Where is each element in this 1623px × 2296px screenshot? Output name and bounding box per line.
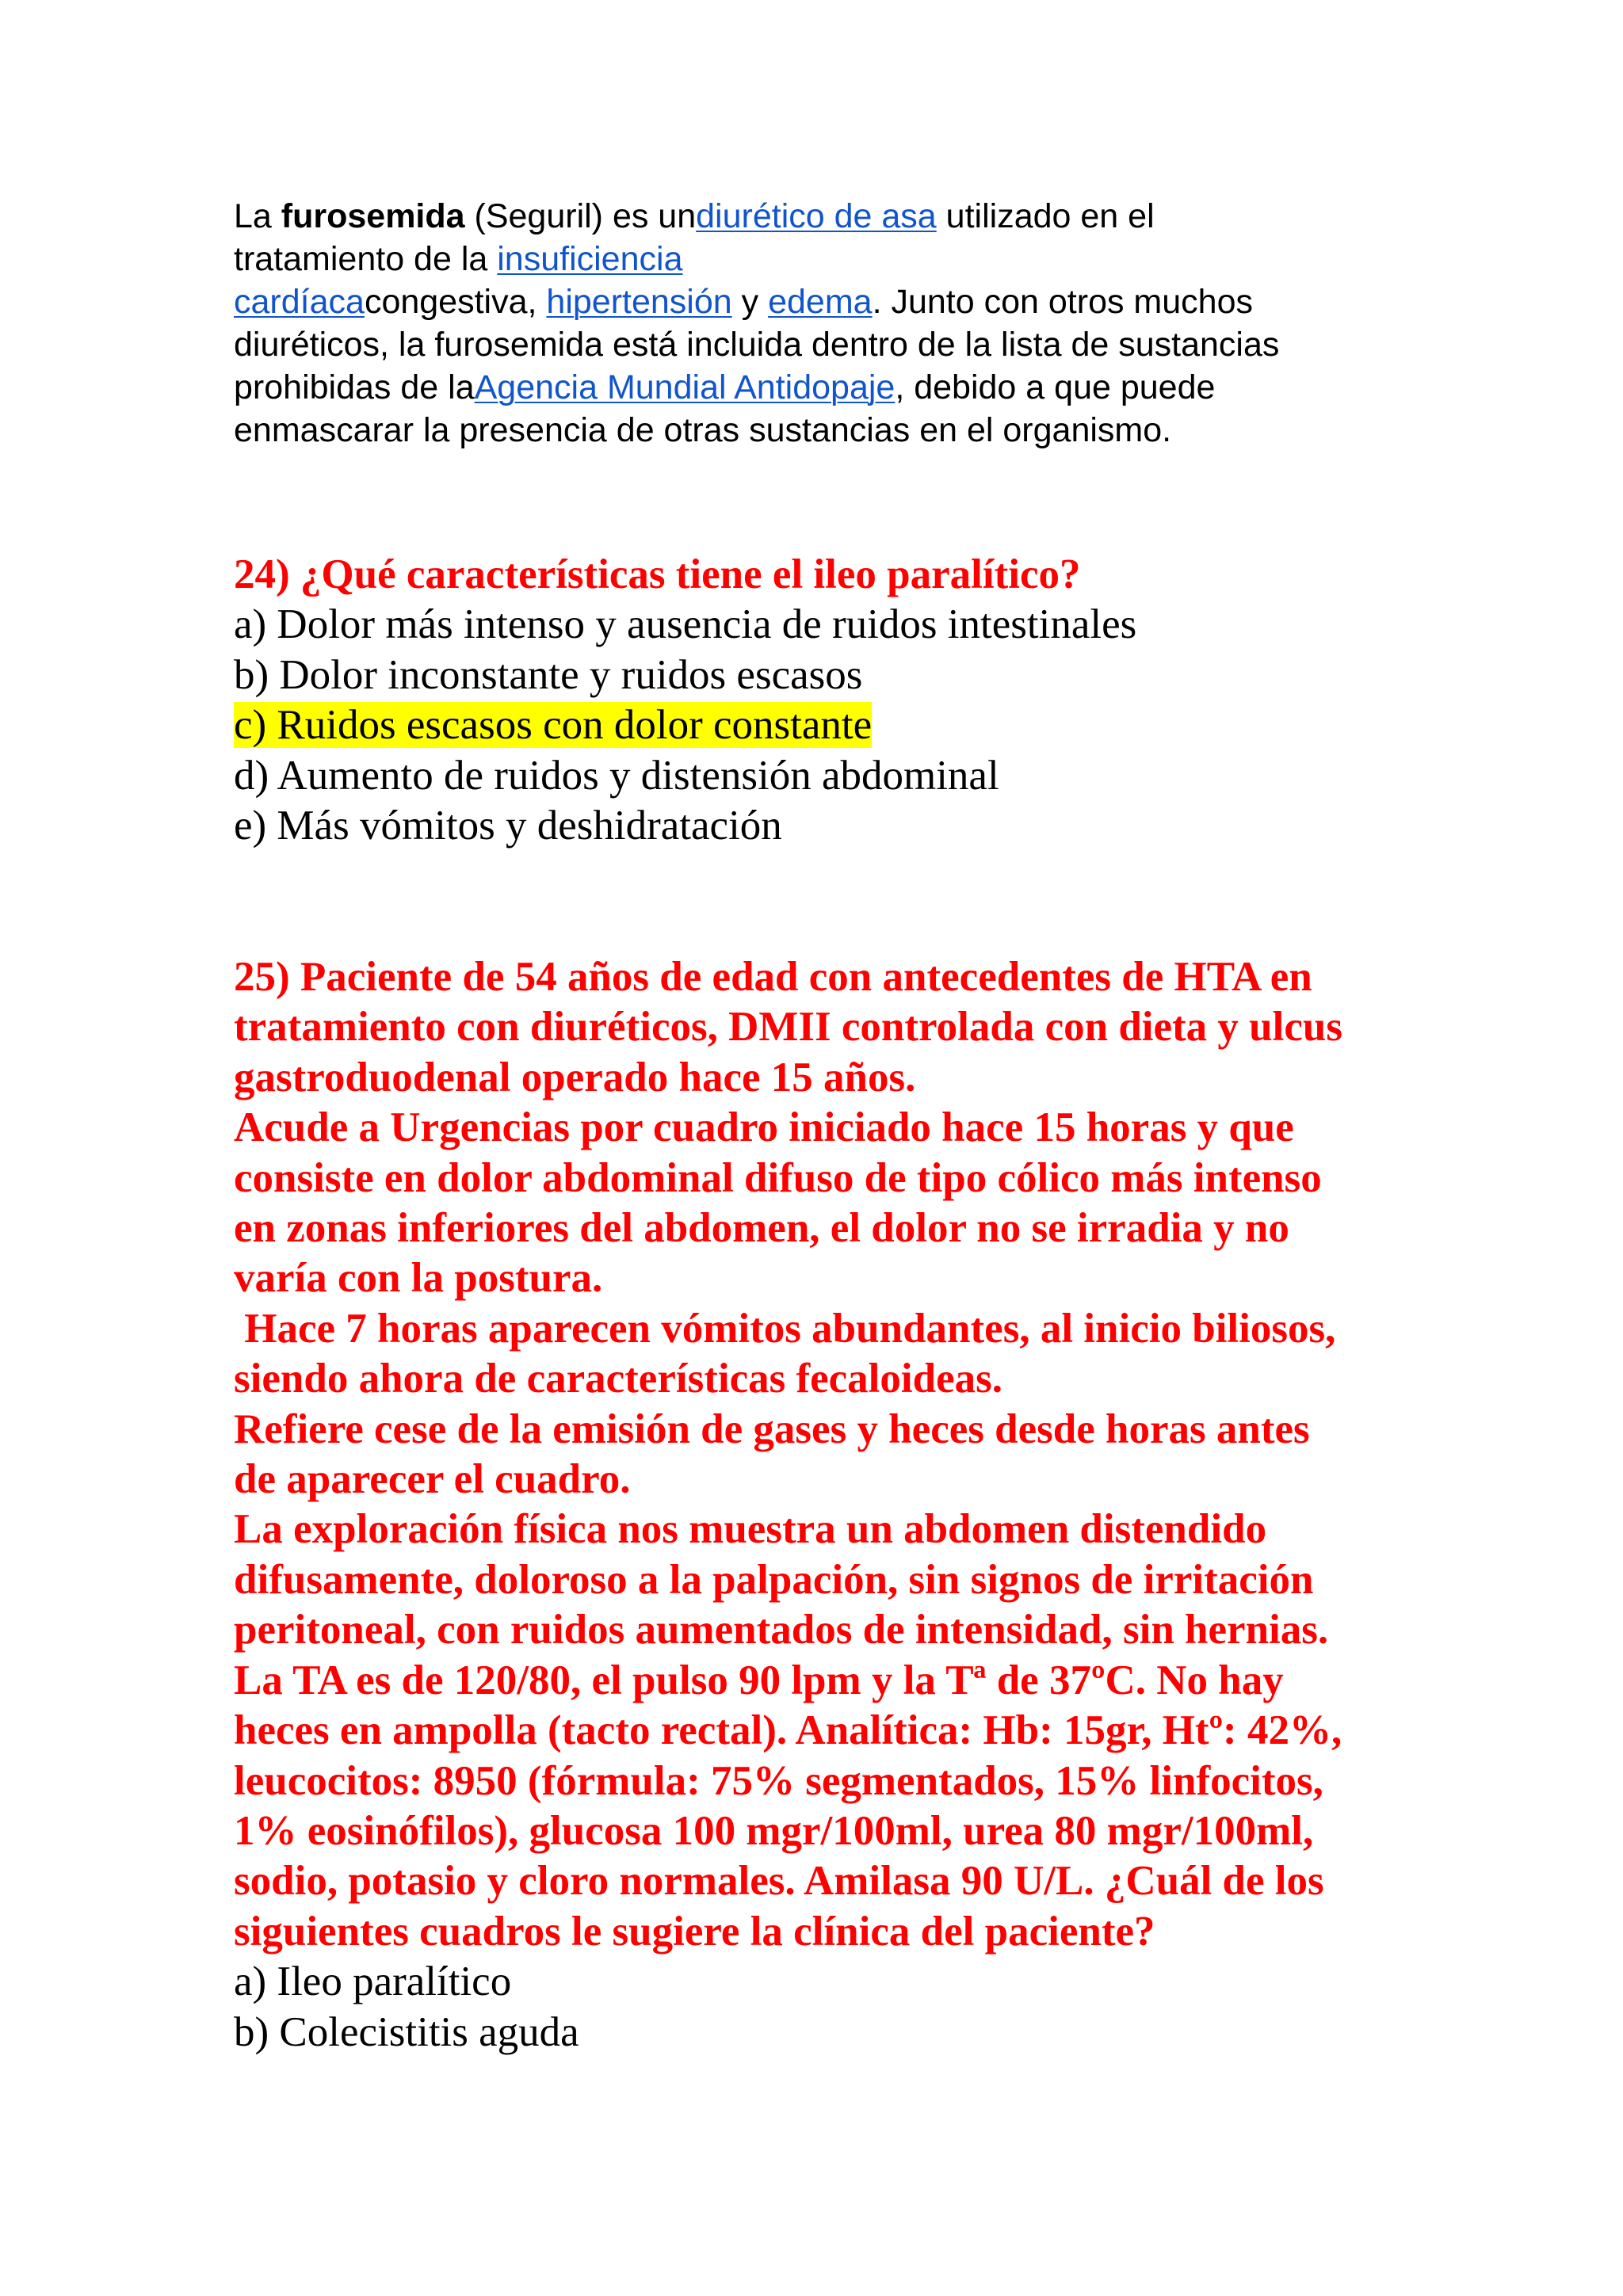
- question-24-option-a: a) Dolor más intenso y ausencia de ruidos intestinales: [234, 601, 1137, 648]
- link-insuficiencia-cardiaca-cont[interactable]: cardíaca: [234, 283, 365, 321]
- question-25-line: difusamente, doloroso a la palpación, sin signos de irritación: [234, 1556, 1314, 1603]
- question-25-line: Acude a Urgencias por cuadro iniciado hace 15 horas y que: [234, 1104, 1294, 1151]
- link-agencia-mundial-antidopaje[interactable]: Agencia Mundial Antidopaje: [474, 368, 896, 406]
- link-diuretico-de-asa[interactable]: diurético de asa: [696, 197, 937, 235]
- question-25-line: consiste en dolor abdominal difuso de tipo cólico más intenso: [234, 1154, 1322, 1201]
- question-25-option-a: a) Ileo paralítico: [234, 1958, 512, 2005]
- question-25-option-b: b) Colecistitis aguda: [234, 2008, 579, 2055]
- intro-line-4: diuréticos, la furosemida está incluida dentro de la lista de sustancias: [234, 326, 1280, 364]
- intro-line-2: tratamiento de la insuficiencia: [234, 240, 683, 278]
- intro-line-3: cardíacacongestiva, hipertensión y edema. Junto con otros muchos: [234, 283, 1253, 321]
- question-24-option-b: b) Dolor inconstante y ruidos escasos: [234, 651, 863, 698]
- question-25-line: peritoneal, con ruidos aumentados de intensidad, sin hernias.: [234, 1607, 1329, 1653]
- question-24-option-d: d) Aumento de ruidos y distensión abdominal: [234, 752, 999, 799]
- question-25-line: Hace 7 horas aparecen vómitos abundantes, al inicio biliosos,: [234, 1305, 1336, 1352]
- question-25-line: varía con la postura.: [234, 1255, 603, 1302]
- question-25: [234, 952, 1423, 2058]
- link-hipertension[interactable]: hipertensión: [546, 283, 732, 321]
- question-24-option-c: [234, 700, 1423, 750]
- link-edema[interactable]: edema: [768, 283, 873, 321]
- question-25-line: leucocitos: 8950 (fórmula: 75% segmentados, 15% linfocitos,: [234, 1757, 1323, 1804]
- intro-line-6: enmascarar la presencia de otras sustancias en el organismo.: [234, 411, 1172, 449]
- question-25-line: en zonas inferiores del abdomen, el dolor no se irradia y no: [234, 1205, 1289, 1252]
- highlighted-answer: c) Ruidos escasos con dolor constante: [234, 702, 873, 749]
- question-25-line: 1% eosinófilos), glucosa 100 mgr/100ml, urea 80 mgr/100ml,: [234, 1807, 1314, 1854]
- question-25-line: siguientes cuadros le sugiere la clínica del paciente?: [234, 1908, 1155, 1955]
- question-25-line: heces en ampolla (tacto rectal). Analítica: Hb: 15gr, Htº: 42%,: [234, 1707, 1342, 1754]
- question-25-line: sodio, potasio y cloro normales. Amilasa 90 U/L. ¿Cuál de los: [234, 1858, 1324, 1905]
- drug-name: furosemida: [281, 197, 465, 235]
- question-25-line: La exploración física nos muestra un abdomen distendido: [234, 1506, 1267, 1553]
- question-25-line: La TA es de 120/80, el pulso 90 lpm y la Tª de 37ºC. No hay: [234, 1657, 1284, 1703]
- intro-paragraph: [234, 195, 1407, 452]
- question-24-title: 24) ¿Qué características tiene el ileo paralítico?: [234, 551, 1081, 597]
- question-25-line: gastroduodenal operado hace 15 años.: [234, 1054, 916, 1100]
- intro-line-1: La furosemida (Seguril) es undiurético de asa utilizado en el: [234, 197, 1155, 235]
- question-25-line: siendo ahora de características fecaloideas.: [234, 1356, 1002, 1402]
- question-25-line: tratamiento con diuréticos, DMII controlada con dieta y ulcus: [234, 1004, 1343, 1051]
- question-25-line: Refiere cese de la emisión de gases y heces desde horas antes: [234, 1405, 1310, 1452]
- intro-line-5: prohibidas de laAgencia Mundial Antidopaje, debido a que puede: [234, 368, 1216, 406]
- link-insuficiencia-cardiaca[interactable]: insuficiencia: [497, 240, 683, 278]
- question-24: [234, 550, 1423, 851]
- question-24-option-e: e) Más vómitos y deshidratación: [234, 803, 782, 849]
- question-25-line: 25) Paciente de 54 años de edad con antecedentes de HTA en: [234, 954, 1312, 1000]
- question-25-line: de aparecer el cuadro.: [234, 1456, 631, 1503]
